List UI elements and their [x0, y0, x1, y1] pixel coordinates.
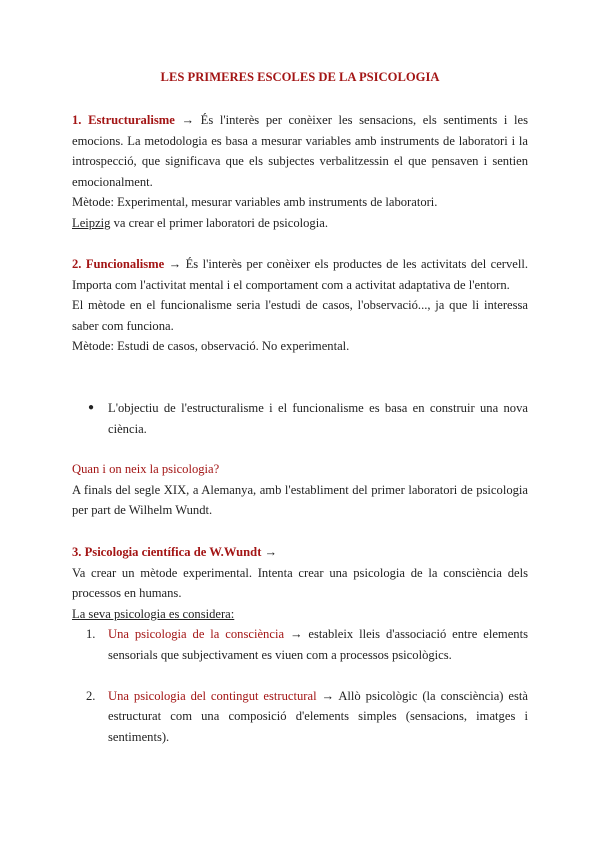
paragraph: va crear el primer laboratori de psicologia.	[110, 215, 328, 230]
arrow: →	[289, 627, 303, 641]
paragraph: És l'interès per conèixer els productes de les activitats del cervell. Importa com l'activitat mental i el comportament com a activitat adaptativa de l'entorn.	[72, 257, 529, 292]
list-item-text: estableix lleis d'associació entre elements sensorials que subjectivament es viuen com a processos psicològics.	[108, 627, 528, 662]
term: Una psicologia de la consciència	[108, 627, 285, 641]
paragraph: A finals del segle XIX, a Alemanya, amb l'establiment del primer laboratori de psicologia per part de Wilhelm Wundt.	[72, 482, 528, 517]
section-heading: 3. Psicologia científica de W.Wundt	[72, 545, 262, 559]
method-line: Mètode: Estudi de casos, observació. No experimental.	[72, 339, 350, 353]
section-wundt	[72, 542, 528, 747]
considera-label: La seva psicologia es considera:	[72, 606, 235, 621]
list-item-text: L'objectiu de l'estructuralisme i el funcionalisme es basa en construir una nova ciència.	[108, 401, 528, 436]
list-item	[72, 686, 528, 748]
leipzig-link: Leipzig	[72, 215, 111, 230]
section-heading: 2. Funcionalisme	[72, 257, 165, 271]
term: Una psicologia del contingut estructural	[108, 688, 317, 703]
list-number: 1.	[86, 627, 96, 641]
paragraph: El mètode en el funcionalisme seria l'estudi de casos, l'observació..., ja que li interessa saber com funciona.	[72, 298, 528, 333]
list-item	[72, 624, 528, 665]
list-number: 2.	[86, 688, 96, 703]
list-item-text: Allò psicològic (la consciència) està estructurat com una composició d'elements simples (sensacions, imatges i sentiments).	[108, 688, 529, 744]
section-funcionalisme	[72, 254, 528, 357]
section-estructuralisme	[72, 110, 528, 233]
arrow: →	[168, 257, 182, 271]
method-line: Mètode: Experimental, mesurar variables amb instruments de laboratori.	[72, 195, 438, 209]
arrow: →	[321, 688, 335, 703]
arrow: →	[264, 545, 278, 559]
list-item	[72, 398, 528, 439]
section-origin	[72, 459, 528, 521]
paragraph: Va crear un mètode experimental. Intenta crear una psicologia de la consciència dels processos en humans.	[72, 565, 528, 600]
bullet-icon: ●	[88, 402, 95, 413]
section-heading: 1. Estructuralisme	[72, 113, 175, 127]
arrow: →	[181, 113, 195, 127]
document-title: LES PRIMERES ESCOLES DE LA PSICOLOGIA	[160, 70, 440, 84]
bullet-list	[72, 398, 528, 439]
paragraph: És l'interès per conèixer les sensacions, els sentiments i les emocions. La metodologia es basa a mesurar variables amb instruments de laboratori i la introspecció, que significava que els subjectes verbalitzessin el que pensaven i sentien emocionalment.	[72, 113, 528, 189]
question-heading: Quan i on neix la psicologia?	[72, 462, 220, 476]
